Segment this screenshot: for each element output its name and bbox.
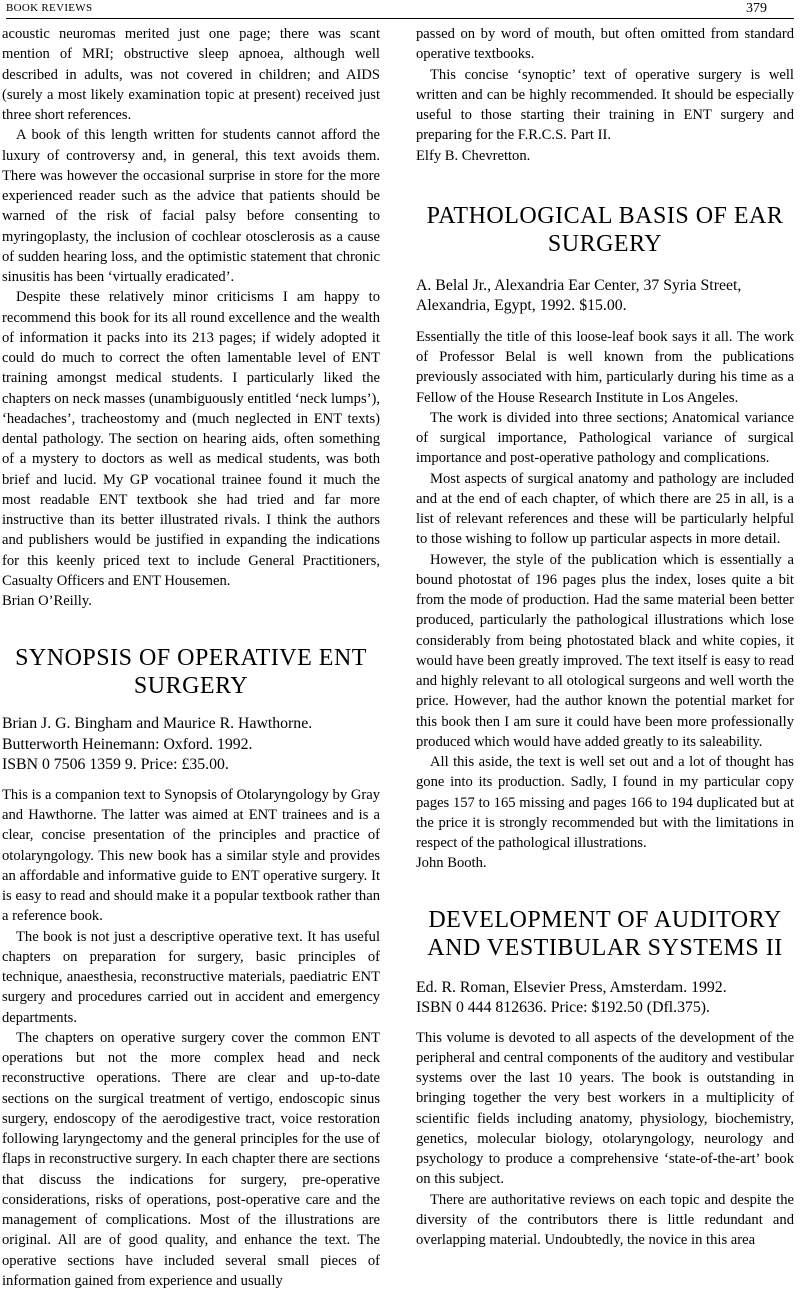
page-header bbox=[6, 0, 794, 19]
review1-paragraph: acoustic neuromas merited just one page; there was scant mention of MRI; obstructive sleep apnoea, although well described in adults, was not covered in children; and AIDS (surely a most likely examination topic at present) received just three short references. bbox=[2, 26, 380, 123]
review3-author-address: A. Belal Jr., Alexandria Ear Center, 37 Syria Street, bbox=[416, 276, 742, 294]
running-head: BOOK REVIEWS bbox=[6, 2, 93, 14]
review2-paragraph: The book is not just a descriptive operative text. It has useful chapters on preparation for surgery, basic principles of technique, anaesthesia, reconstructive materials, paediatric ENT surgery and procedures carried out in accident and emergency departments. bbox=[2, 928, 380, 1026]
review3-paragraph: All this aside, the text is well set out and a lot of thought has gone into its production. Sadly, I found in my particular copy pages 157 to 165 missing and pages 166 to 194 duplicated but at the price it is strongly recommended but with the limitations in respect of the pathological illustrations. bbox=[416, 754, 794, 851]
review4-title: DEVELOPMENT OF AUDITORY AND VESTIBULAR SYSTEMS II bbox=[427, 906, 783, 961]
left-column bbox=[2, 24, 380, 1291]
review2-continued-paragraph: This concise ‘synoptic’ text of operative surgery is well written and can be highly recommended. It should be especially useful to those starting their training in ENT surgery and preparing for the F.R.C.S. Part II. bbox=[416, 66, 794, 144]
review4-bibliography bbox=[416, 978, 794, 1019]
review2-paragraph: This is a companion text to Synopsis of Otolaryngology by Gray and Hawthorne. The latter was aimed at ENT trainees and is a clear, concise presentation of the principles and practice of otolaryngology. This new book has a similar style and provides an affordable and informative guide to ENT operative surgery. It is easy to read and should make it a popular textbook rather than a reference book. bbox=[2, 786, 380, 925]
review2-title: SYNOPSIS OF OPERATIVE ENT SURGERY bbox=[15, 645, 367, 700]
review4-editor-publisher: Ed. R. Roman, Elsevier Press, Amsterdam. 1992. bbox=[416, 978, 727, 996]
review1-signature: Brian O’Reilly. bbox=[2, 593, 92, 609]
review3-signature: John Booth. bbox=[416, 855, 487, 872]
review2-bibliography bbox=[2, 714, 380, 776]
review3-title: PATHOLOGICAL BASIS OF EAR SURGERY bbox=[426, 202, 784, 257]
review3-paragraph: The work is divided into three sections; Anatomical variance of surgical importance, Pathological variance of surgical importance and post-operative pathology and complications. bbox=[416, 409, 794, 467]
review2-signature: Elfy B. Chevretton. bbox=[416, 147, 531, 164]
review3-paragraph: Essentially the title of this loose-leaf book says it all. The work of Professor Belal is well known from the publications previously associated with him, particularly during his time as a Fellow of the House Research Institute in Los Angeles. bbox=[416, 328, 794, 406]
review2-authors: Brian J. G. Bingham and Maurice R. Hawthorne. bbox=[2, 715, 313, 733]
review3-bibliography bbox=[416, 276, 794, 317]
review3-paragraph: However, the style of the publication which is essentially a bound photostat of 196 pages plus the index, loses quite a bit from the mode of production. Had the same material been better produced, particularly the pathological illustrations which lose considerably from being photostated black and white copies, it would have been greatly improved. The text itself is easy to read and highly relevant to all otological surgeons and well worth the price. However, had the author known the potential market for this book then I am sure it could have been more professionally produced which would have added greatly to its saleability. bbox=[416, 551, 794, 750]
review2-isbn-price: ISBN 0 7506 1359 9. Price: £35.00. bbox=[2, 756, 229, 774]
review3-paragraph: Most aspects of surgical anatomy and pathology are included and at the end of each chapter, of which there are 25 in all, is a list of relevant references and these will be particularly helpful to those wishing to follow up particular aspects in more detail. bbox=[416, 470, 794, 548]
review4-paragraph: There are authoritative reviews on each topic and despite the diversity of the contributors there is little redundant and overlapping material. Undoubtedly, the novice in this area bbox=[416, 1191, 794, 1248]
review1-paragraph: Despite these relatively minor criticisms I am happy to recommend this book for its all round excellence and the wealth of information it packs into its 213 pages; if widely adopted it could do much to correct the often lamentable level of ENT training amongst medical students. I particularly liked the chapters on neck masses (unambiguously entitled ‘neck lumps’), ‘headaches’, tracheostomy and (much neglected in ENT texts) dental pathology. The section on hearing aids, often something of a mystery to doctors as well as medical students, was both brief and lucid. My GP vocational trainee found it much the most readable ENT textbook she had tried and far more instructive than its better illustrated rivals. I think the authors and publishers would be justified in expanding the indications for this keenly priced text to include General Practitioners, Casualty Officers and ENT Housemen. bbox=[2, 289, 380, 589]
review2-paragraph: The chapters on operative surgery cover the common ENT operations but not the more complex head and neck reconstructive operations. There are clear and up-to-date sections on the surgical treatment of vertigo, endoscopic sinus surgery, endoscopy of the aerodigestive tract, voice restoration following laryngectomy and the general principles for the use of flaps in reconstructive surgery. In each chapter there are sections that discuss the indications for surgery, pre-operative considerations, risks of operations, post-operative care and the management of complications. Most of the illustrations are original. All are of good quality, and enhance the text. The operative sections have included several small pieces of information gained from experience and usually bbox=[2, 1029, 380, 1289]
review4-isbn-price: ISBN 0 444 812636. Price: $192.50 (Dfl.375). bbox=[416, 999, 710, 1016]
review2-continued-paragraph: passed on by word of mouth, but often omitted from standard operative textbooks. bbox=[416, 26, 794, 63]
review1-paragraph: A book of this length written for students cannot afford the luxury of controversy and, in general, this text avoids them. There was however the occasional surprise in store for the more experienced reader such as the advice that patients should be warned of the risk of facial palsy before consenting to myringoplasty, the inclusion of cochlear otosclerosis as a cause of sudden hearing loss, and the optimistic statement that chronic sinusitis has been ‘virtually eradicated’. bbox=[2, 127, 380, 285]
review2-publisher: Butterworth Heinemann: Oxford. 1992. bbox=[2, 735, 253, 753]
right-column bbox=[416, 24, 794, 1250]
review3-location-price: Alexandria, Egypt, 1992. $15.00. bbox=[416, 297, 627, 315]
page-number: 379 bbox=[746, 1, 767, 16]
review4-paragraph: This volume is devoted to all aspects of the development of the peripheral and central components of the auditory and vestibular systems over the last 10 years. The book is outstanding in bringing together the very best workers in a multiplicity of scientific fields including anatomy, physiology, biochemistry, genetics, molecular biology, otolaryngology, neurology and psychology to produce a comprehensive ‘state-of-the-art’ book on this subject. bbox=[416, 1029, 794, 1188]
